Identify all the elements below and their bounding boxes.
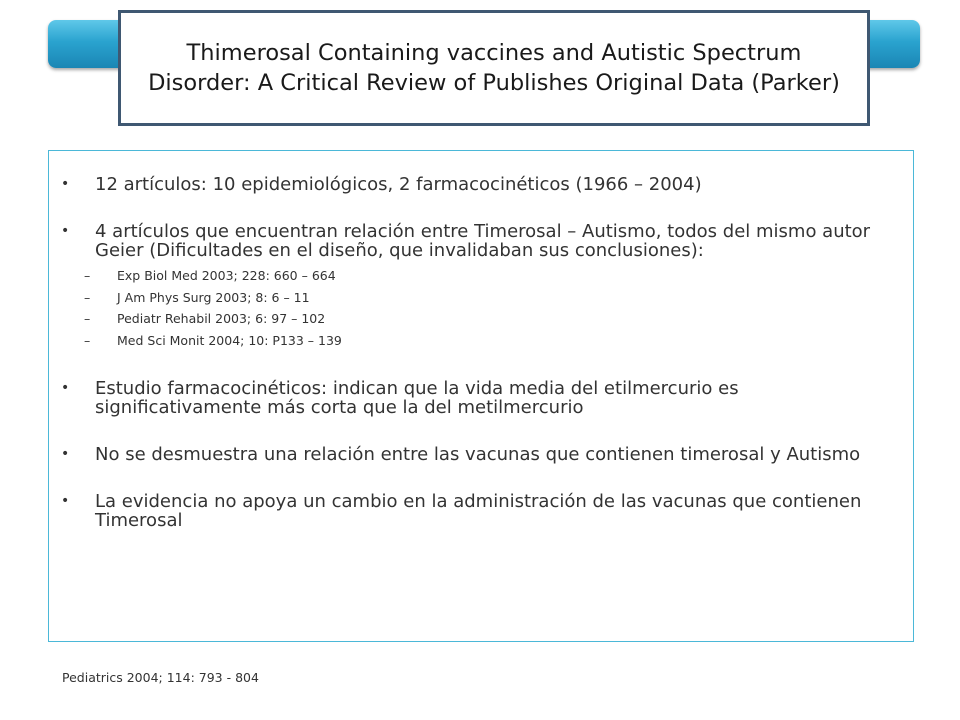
reference-text: J Am Phys Surg 2003; 8: 6 – 11 — [117, 289, 310, 305]
bullet-item-5 — [61, 492, 899, 530]
dash-icon: – — [84, 311, 91, 326]
reference-text: Med Sci Monit 2004; 10: P133 – 139 — [117, 332, 342, 348]
title-box — [118, 10, 870, 126]
slide-title: Thimerosal Containing vaccines and Autistic Spectrum Disorder: A Critical Review of Publishes Original Data (Parker) — [148, 40, 840, 96]
bullet-dot-icon: • — [61, 176, 70, 192]
citation-footnote: Pediatrics 2004; 114: 793 - 804 — [62, 670, 259, 685]
reference-item-4 — [84, 330, 899, 352]
bullet-item-3 — [61, 379, 899, 417]
bullet-dot-icon: • — [61, 380, 70, 396]
dash-icon: – — [84, 268, 91, 283]
bullet-item-1 — [61, 175, 899, 194]
bullet-dot-icon: • — [61, 493, 70, 509]
bullet-text: No se desmuestra una relación entre las vacunas que contienen timerosal y Autismo — [95, 444, 861, 465]
bullet-list — [61, 175, 899, 530]
content-box — [48, 150, 914, 642]
reference-text: Exp Biol Med 2003; 228: 660 – 664 — [117, 268, 336, 283]
reference-text: Pediatr Rehabil 2003; 6: 97 – 102 — [117, 311, 326, 326]
bullet-item-4 — [61, 445, 899, 464]
reference-item-3 — [84, 308, 899, 330]
dash-icon: – — [84, 332, 91, 348]
dash-icon: – — [84, 289, 91, 305]
reference-item-2 — [84, 287, 899, 309]
bullet-text: Estudio farmacocinéticos: indican que la vida media del etilmercurio es significativamente más corta que la del metilmercurio — [95, 378, 739, 418]
bullet-item-2 — [61, 222, 899, 351]
reference-item-1 — [84, 265, 899, 287]
reference-sublist — [84, 265, 899, 351]
bullet-dot-icon: • — [61, 223, 70, 239]
bullet-text: La evidencia no apoya un cambio en la administración de las vacunas que contienen Timerosal — [95, 491, 862, 531]
bullet-text: 12 artículos: 10 epidemiológicos, 2 farmacocinéticos (1966 – 2004) — [95, 174, 702, 195]
bullet-dot-icon: • — [61, 446, 70, 462]
bullet-text: 4 artículos que encuentran relación entre Timerosal – Autismo, todos del mismo autor Geier (Dificultades en el diseño, que invalidaban sus conclusiones): — [95, 221, 871, 261]
